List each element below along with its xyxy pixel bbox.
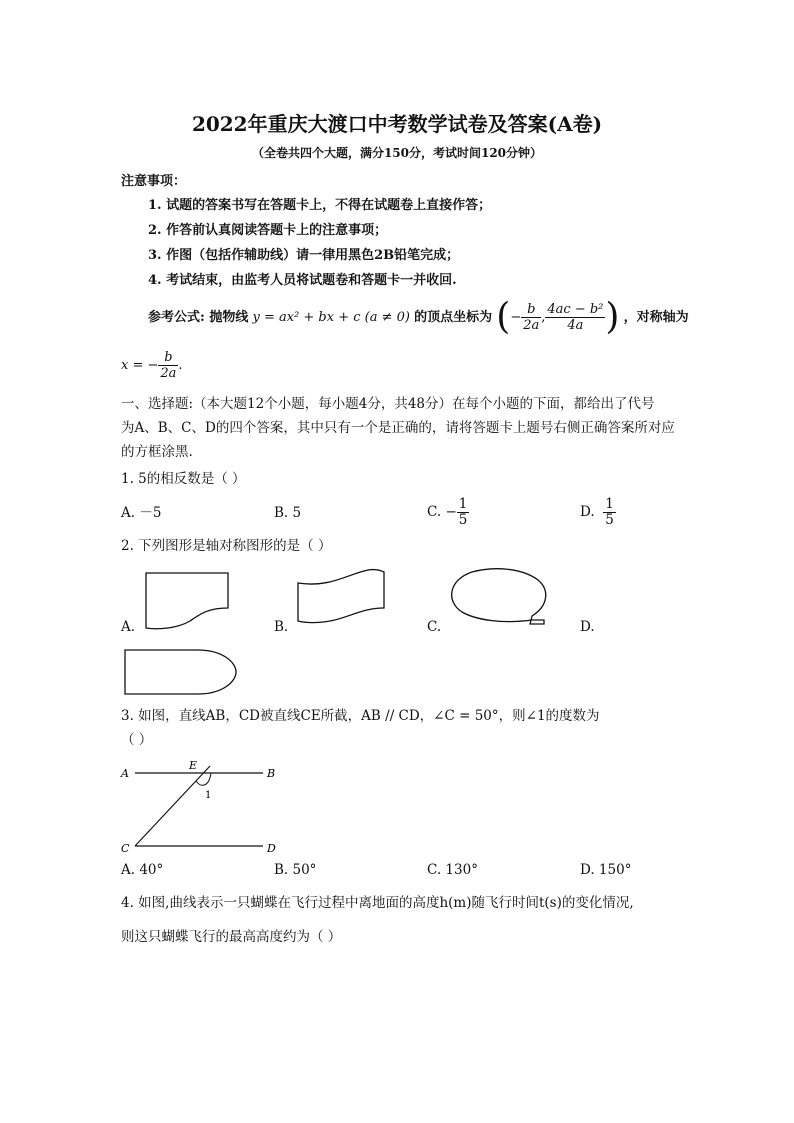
notice-item-4: 4. 考试结束，由监考人员将试题卷和答题卡一并收回.: [148, 273, 457, 288]
notice-item-1: 1. 试题的答案书写在答题卡上，不得在试题卷上直接作答；: [148, 198, 492, 213]
vertex-y-fraction: $\frac{\text{4ac − b²}}{4a}$: [547, 302, 604, 333]
formula-mid: 的顶点坐标为: [414, 310, 493, 325]
formula-line: 参考公式: 抛物线 y = ax² + bx + c (a ≠ 0) 的顶点坐标为 (− $\frac{b}{2a}$ , $\frac{\text{4ac − b²}}{4a}$ ) ，对称轴为: [148, 296, 689, 338]
q2-option-d: D.: [580, 619, 595, 635]
q4-line-2: 则这只蝴蝶飞行的最高高度约为（ ）: [121, 929, 342, 945]
formula-tail: ，对称轴为: [623, 310, 689, 325]
q4-line-1: 4. 如图,曲线表示一只蝴蝶在飞行过程中离地面的高度h(m)随飞行时间t(s)的变化情况,: [121, 895, 634, 911]
label-d: D: [267, 842, 276, 855]
q2-option-a: A.: [121, 619, 136, 635]
right-paren: ): [605, 296, 620, 338]
label-angle-1: 1: [205, 790, 212, 801]
q2-option-c: C.: [427, 619, 442, 635]
section1-line-1: 一、选择题:（本大题12个小题，每小题4分，共48分）在每个小题的下面，都给出了代号: [121, 396, 655, 412]
page-subtitle: （全卷共四个大题，满分150分，考试时间120分钟）: [251, 146, 543, 160]
q3-paren: （ ）: [121, 732, 153, 748]
q3-option-a: A. 40°: [121, 862, 164, 878]
q3-option-b: B. 50°: [274, 862, 317, 878]
q1-c-fraction: $\frac{1}{5}$: [458, 496, 468, 528]
axis-formula: x = − $\frac{b}{2a}$ .: [121, 350, 183, 381]
parabola-expression: y = ax² + bx + c (a ≠ 0): [252, 310, 410, 325]
label-a: A: [121, 767, 129, 780]
q2-stem: 2. 下列图形是轴对称图形的是（ ）: [121, 538, 332, 554]
axis-fraction: $\frac{b}{2a}$: [160, 350, 177, 381]
section1-line-3: 的方框涂黑.: [121, 444, 193, 460]
q3-option-c: C. 130°: [427, 862, 478, 878]
left-paren: (: [496, 296, 511, 338]
section1-line-2: 为A、B、C、D的四个答案，其中只有一个是正确的，请将答题卡上题号右侧正确答案所对应: [121, 420, 675, 436]
line-ce: [135, 766, 210, 846]
notice-heading: 注意事项：: [121, 174, 187, 189]
formula-lead: 参考公式: 抛物线: [148, 310, 249, 325]
label-e: E: [189, 759, 198, 772]
page-title: 2022年重庆大渡口中考数学试卷及答案(A卷): [191, 112, 603, 136]
label-b: B: [267, 767, 276, 780]
q1-d-fraction: $\frac{1}{5}$: [605, 496, 614, 528]
q3-option-d: D. 150°: [580, 862, 632, 878]
label-c: C: [121, 842, 130, 855]
q1-stem: 1. 5的相反数是（ ）: [121, 471, 246, 487]
q3-stem: 3. 如图，直线AB，CD被直线CE所截，AB // CD，∠C = 50°，则∠1的度数为: [121, 708, 600, 724]
notice-item-3: 3. 作图（包括作辅助线）请一律用黑色2B铅笔完成；: [148, 248, 460, 263]
q1-option-c: C. − $\frac{1}{5}$: [427, 496, 468, 528]
q1-option-b: B. 5: [274, 505, 302, 521]
q1-option-a: A. －5: [121, 505, 162, 521]
q1-option-d: D. $\frac{1}{5}$: [580, 496, 614, 528]
q2-option-b: B.: [274, 619, 289, 635]
notice-item-2: 2. 作答前认真阅读答题卡上的注意事项；: [148, 223, 388, 238]
vertex-x-fraction: $\frac{b}{2a}$: [523, 302, 540, 333]
